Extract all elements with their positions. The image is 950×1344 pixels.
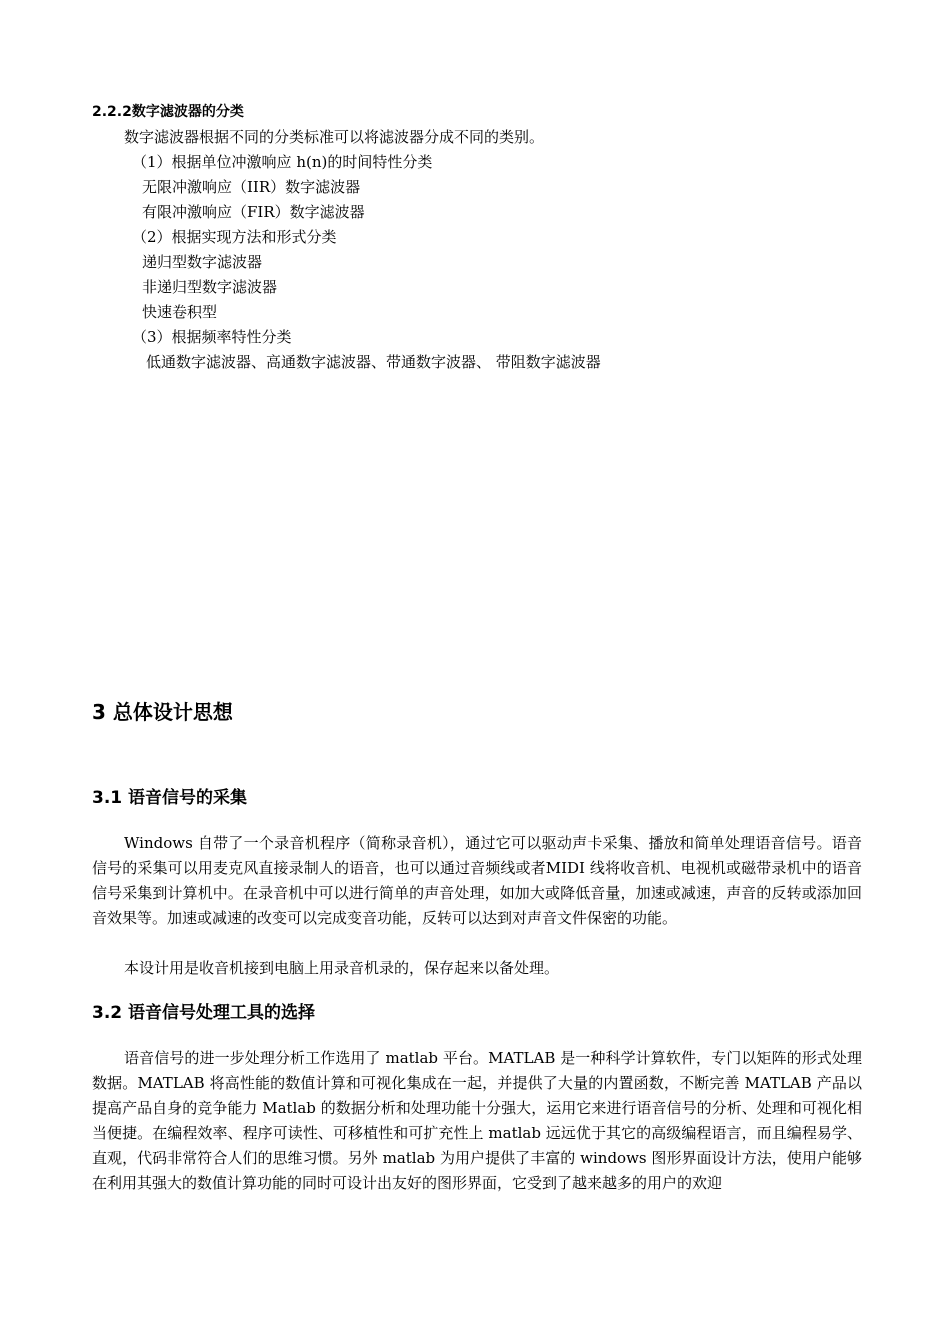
section-heading-2-2-2: 2.2.2数字滤波器的分类 — [92, 104, 244, 120]
list-item: 快速卷积型 — [142, 303, 218, 321]
section-intro: 数字滤波器根据不同的分类标准可以将滤波器分成不同的类别。 — [124, 128, 545, 146]
section-3-1-title: 3.1 语音信号的采集 — [92, 788, 248, 808]
section-3-2-paragraph-1: 语音信号的进一步处理分析工作选用了 matlab 平台。MATLAB 是一种科学计算软件，专门以矩阵的形式处理数据。MATLAB 将高性能的数值计算和可视化集成在一起，并提供了大量的内置函数，不断完善 MATLAB 产品以提高产品自身的竞争能力 Matlab 的数据分析和处理功能十分强大，运用它来进行语音信号的分析、处理和可视化相当便捷。在编程效率、程序可读性、可移植性和可扩充性上 matlab 远远优于其它的高级编程语言，而且编程易学、直观，代码非常符合人们的思维习惯。另外 matlab 为用户提供了丰富的 windows 图形界面设计方法，使用户能够在利用其强大的数值计算功能的同时可设计出友好的图形界面，它受到了越来越多的用户的欢迎 — [92, 1049, 862, 1192]
section-3-2-title: 3.2 语音信号处理工具的选择 — [92, 1003, 316, 1023]
list-item: （2）根据实现方法和形式分类 — [132, 228, 337, 246]
list-item: 无限冲激响应（IIR）数字滤波器 — [142, 178, 361, 196]
chapter-3-title: 3 总体设计思想 — [92, 700, 233, 724]
section-3-1-paragraph-1: Windows 自带了一个录音机程序（简称录音机），通过它可以驱动声卡采集、播放和简单处理语音信号。语音信号的采集可以用麦克风直接录制人的语音，也可以通过音频线或者MIDI 线将收音机、电视机或磁带录机中的语音信号采集到计算机中。在录音机中可以进行简单的声音处理，如加大或降低音量，加速或减速，声音的反转或添加回音效果等。加速或减速的改变可以完成变音功能，反转可以达到对声音文件保密的功能。 — [92, 834, 862, 927]
list-item: 非递归型数字滤波器 — [142, 278, 278, 296]
list-item: （3）根据频率特性分类 — [132, 328, 292, 346]
list-item: （1）根据单位冲激响应 h(n)的时间特性分类 — [132, 153, 433, 171]
section-3-1-paragraph-2: 本设计用是收音机接到电脑上用录音机录的，保存起来以备处理。 — [124, 959, 560, 977]
list-item: 有限冲激响应（FIR）数字滤波器 — [142, 203, 365, 221]
list-item: 低通数字滤波器、高通数字滤波器、带通数字波器、 带阻数字滤波器 — [146, 353, 601, 371]
list-item: 递归型数字滤波器 — [142, 253, 263, 271]
